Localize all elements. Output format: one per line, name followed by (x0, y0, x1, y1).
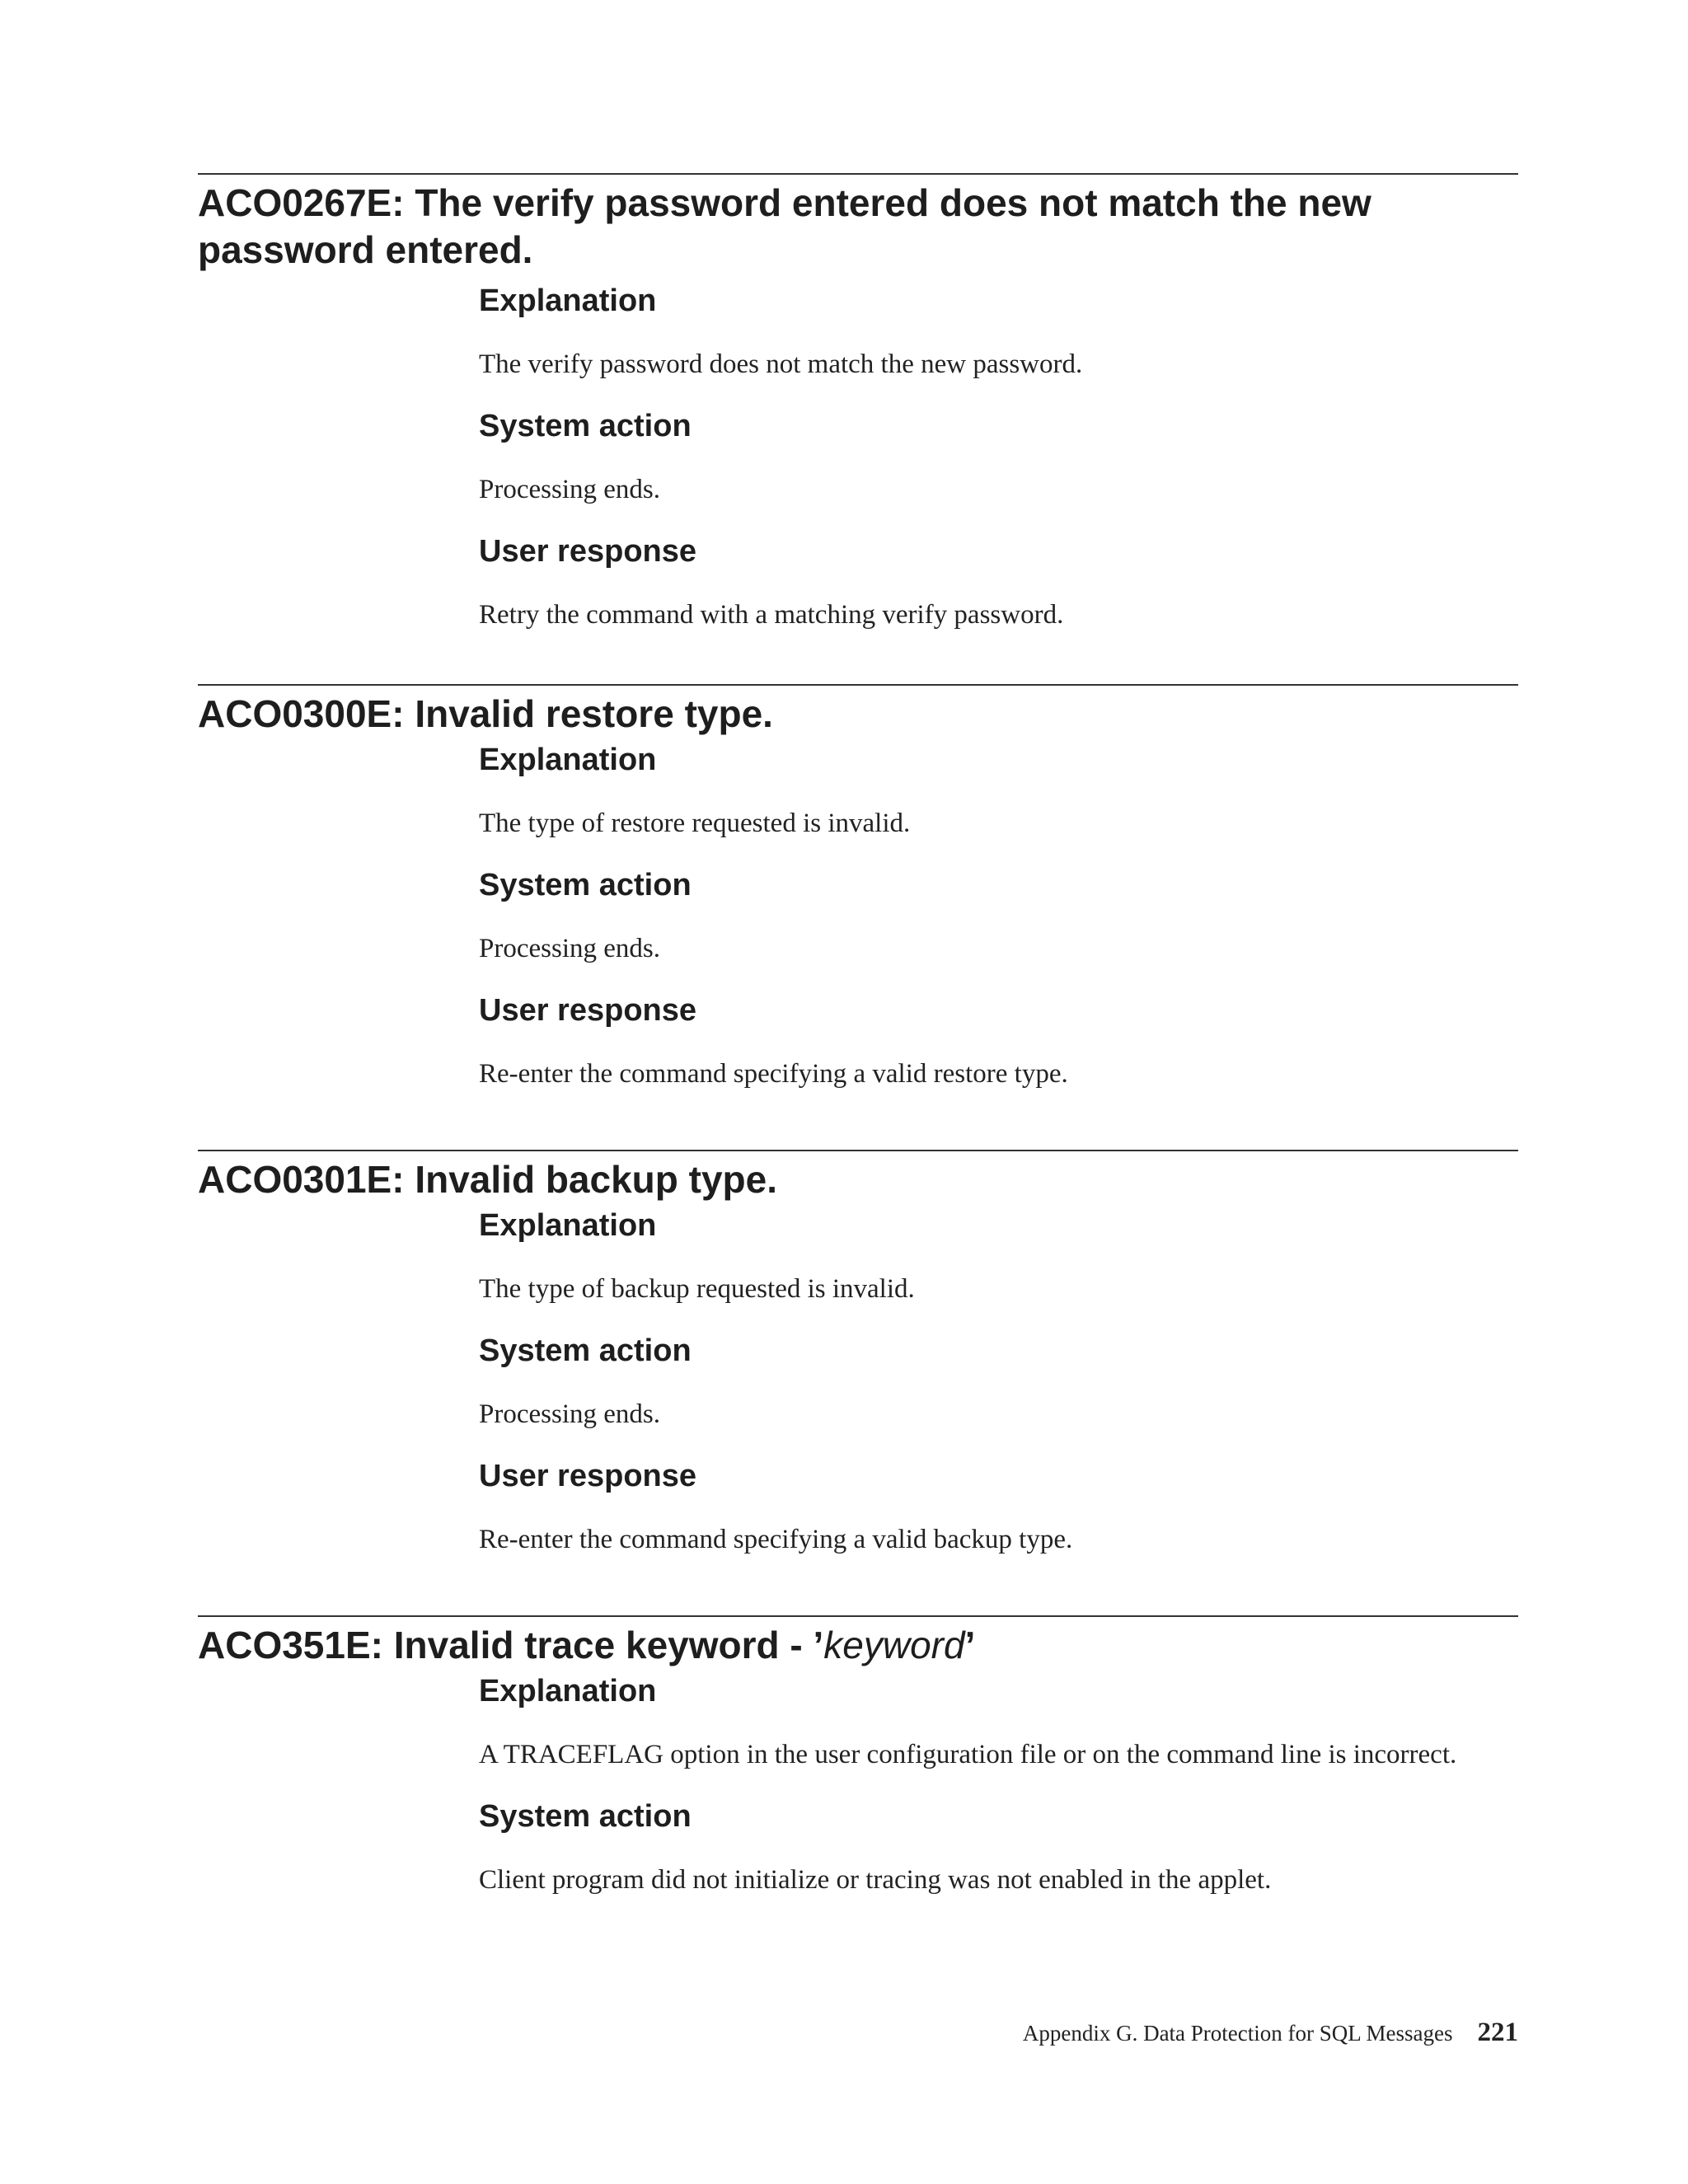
message-title: ACO0301E: Invalid backup type. (198, 1158, 778, 1201)
message-aco0267e (198, 173, 1518, 631)
message-divider (198, 1615, 1518, 1617)
message-title (198, 1622, 1518, 1669)
section-user-response (479, 1457, 1518, 1556)
section-text: A TRACEFLAG option in the user configuration file or on the command line is incorrect. (479, 1740, 1457, 1769)
section-text: Processing ends. (479, 1399, 660, 1429)
section-system-action (479, 1797, 1518, 1896)
section-text: The verify password does not match the new password. (479, 349, 1083, 379)
section-heading: Explanation (479, 284, 657, 318)
section-system-action (479, 407, 1518, 506)
section-text: Client program did not initialize or tracing was not enabled in the applet. (479, 1865, 1272, 1895)
section-text: Retry the command with a matching verify password. (479, 600, 1064, 630)
section-explanation (479, 1207, 1518, 1305)
section-heading: System action (479, 409, 692, 443)
section-heading: Explanation (479, 1674, 657, 1708)
title-keyword: keyword (823, 1624, 965, 1666)
section-system-action (479, 866, 1518, 965)
message-aco351e (198, 1615, 1518, 1896)
section-explanation (479, 741, 1518, 840)
section-heading: User response (479, 1459, 697, 1493)
section-heading: Explanation (479, 1208, 657, 1243)
title-prefix: ACO351E: Invalid trace keyword - ’ (198, 1624, 824, 1666)
page-number: 221 (1477, 2018, 1518, 2047)
section-explanation (479, 282, 1518, 381)
section-text: Processing ends. (479, 934, 660, 963)
section-user-response (479, 532, 1518, 631)
section-heading: Explanation (479, 743, 657, 777)
message-title: ACO0300E: Invalid restore type. (198, 692, 773, 735)
section-system-action (479, 1332, 1518, 1431)
section-explanation (479, 1672, 1518, 1771)
footer-text: Appendix G. Data Protection for SQL Messages (1022, 2021, 1453, 2046)
section-heading: System action (479, 1799, 692, 1834)
section-text: Processing ends. (479, 475, 660, 504)
message-aco0301e (198, 1150, 1518, 1556)
page-footer (956, 2018, 1518, 2048)
section-user-response (479, 991, 1518, 1090)
message-divider (198, 684, 1518, 686)
title-suffix: ’ (964, 1624, 976, 1666)
section-heading: User response (479, 534, 697, 569)
section-text: Re-enter the command specifying a valid backup type. (479, 1525, 1073, 1554)
section-text: The type of restore requested is invalid. (479, 808, 911, 838)
message-aco0300e (198, 684, 1518, 1090)
message-title: ACO0267E: The verify password entered does not match the new password entered. (198, 181, 1372, 271)
section-text: The type of backup requested is invalid. (479, 1274, 915, 1304)
message-divider (198, 1150, 1518, 1151)
section-heading: User response (479, 993, 697, 1028)
message-divider (198, 173, 1518, 175)
section-heading: System action (479, 1333, 692, 1368)
section-text: Re-enter the command specifying a valid restore type. (479, 1059, 1068, 1089)
section-heading: System action (479, 868, 692, 902)
